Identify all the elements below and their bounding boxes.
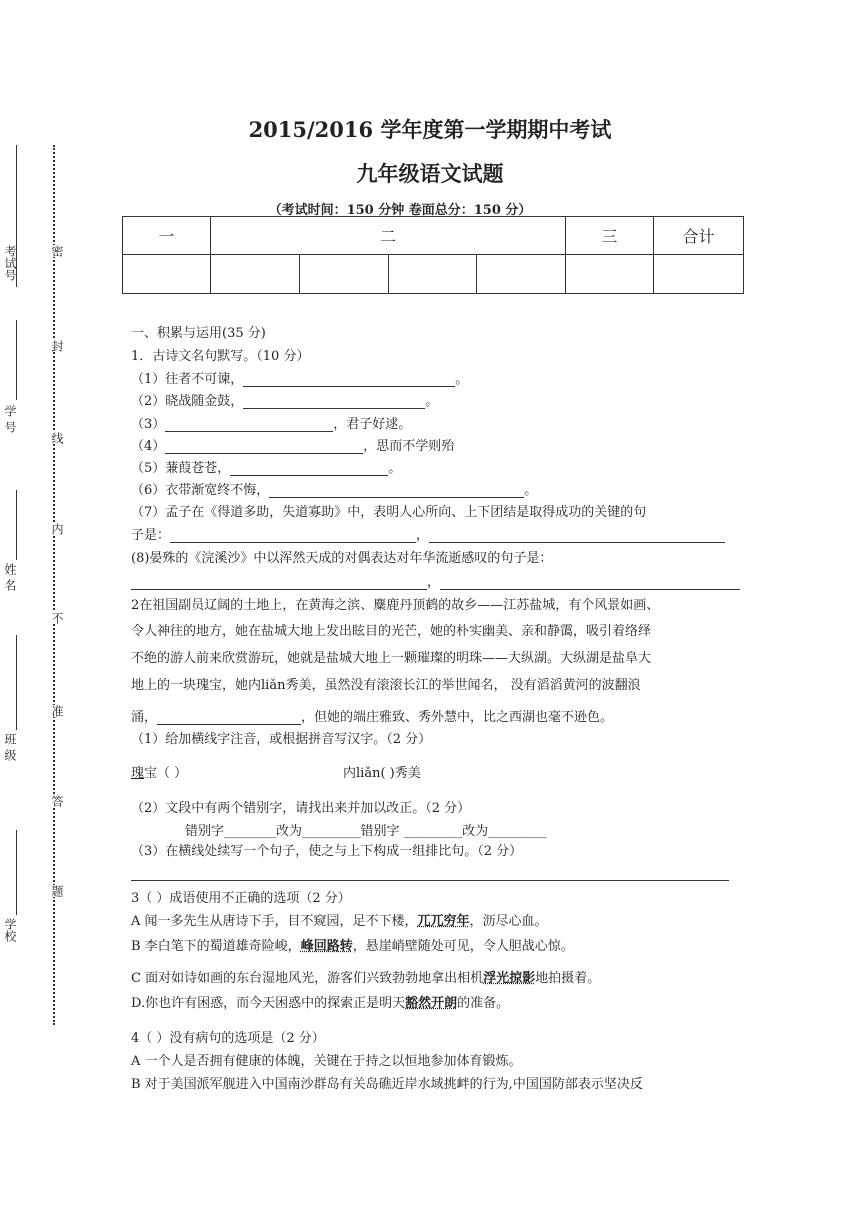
score-cell[interactable] [654, 255, 744, 294]
question-4-option-b: B 对于美国派军舰进入中国南沙群岛有关岛礁近岸水域挑衅的行为,中国国防部表示坚决反 [131, 1077, 643, 1092]
answer-blank[interactable] [230, 461, 388, 476]
exam-title: 2015/2016 学年度第一学期期中考试 [248, 117, 612, 142]
seal-char: 封 [50, 340, 64, 352]
margin-blank-line [16, 490, 17, 560]
answer-line[interactable] [131, 880, 729, 881]
passage-line: 不绝的游人前来欣赏游玩，她就是盐城大地上一颗璀璨的明珠——大纵湖。大纵湖是盐阜大 [131, 651, 652, 666]
answer-blank[interactable] [429, 528, 725, 543]
question-2-sub-1-answer-b: 内liǎn( )秀美 [343, 766, 421, 781]
question-4-intro: 4（ ）没有病句的选项是（2 分） [131, 1031, 325, 1046]
question-1-item-8-answer: ， [131, 571, 740, 590]
score-header-1: 一 [123, 217, 211, 255]
question-2-sub-2: （2）文段中有两个错别字，请找出来并加以改正。（2 分） [131, 801, 471, 816]
score-table [122, 216, 744, 294]
seal-char: 线 [50, 432, 64, 444]
seal-char: 密 [50, 245, 64, 257]
passage-line: 令人神往的地方，她在盐城大地上发出眩目的光芒，她的朴实幽美、亲和静霭，吸引着络绎 [131, 624, 652, 639]
question-1-item: （2）晓战随金鼓， 。 [131, 394, 439, 409]
question-3-option-d: D.你也许有困惑，而今天困惑中的探索正是明天豁然开朗的准备。 [131, 996, 510, 1011]
seal-char: 题 [50, 885, 64, 897]
class-label: 班 级 [3, 733, 17, 761]
question-3-option-a: A 闻一多先生从唐诗下手，目不窥园，足不下楼，兀兀穷年，沥尽心血。 [131, 914, 548, 929]
question-3-option-c: C 面对如诗如画的东台湿地风光，游客们兴致勃勃地拿出相机浮光掠影地拍摄着。 [131, 971, 601, 986]
question-1-item-7-answer: 子是： ， [131, 524, 725, 543]
name-label: 姓 名 [3, 563, 17, 591]
student-number-label: 学 号 [3, 405, 17, 433]
question-1-item: （6）衣带渐宽终不悔， 。 [131, 483, 538, 498]
answer-blank[interactable] [243, 372, 455, 387]
question-1-item: （5）蒹葭苍苍， 。 [131, 461, 402, 476]
score-header-3: 三 [566, 217, 654, 255]
margin-blank-line [16, 830, 17, 915]
exam-number-label: 考试号 [3, 245, 17, 281]
exam-info: （考试时间：150 分钟 卷面总分：150 分） [268, 203, 532, 218]
margin-blank-line [16, 635, 17, 730]
question-1-item-8-text: (8)晏殊的《浣溪沙》中以浑然天成的对偶表达对年华流逝感叹的句子是： [131, 551, 553, 566]
score-cell[interactable] [300, 255, 389, 294]
seal-char: 准 [50, 705, 64, 717]
question-1-item: （4） ，思而不学则殆 [131, 439, 455, 454]
question-3-option-b: B 李白笔下的蜀道雄奇险峻，峰回路转，悬崖峭壁随处可见，令人胆战心惊。 [131, 939, 574, 954]
score-cell[interactable] [211, 255, 300, 294]
question-1-item: （3） ，君子好逑。 [131, 417, 412, 432]
question-4-option-a: A 一个人是否拥有健康的体魄，关键在于持之以恒地参加体育锻炼。 [131, 1054, 522, 1069]
answer-blank[interactable] [170, 528, 416, 543]
answer-blank[interactable] [269, 483, 524, 498]
question-2-sub-1: （1）给加横线字注音，或根据拼音写汉字。（2 分） [131, 732, 432, 747]
answer-blank[interactable] [165, 417, 333, 432]
answer-blank[interactable] [165, 439, 363, 454]
score-cell[interactable] [123, 255, 211, 294]
answer-blank[interactable] [440, 575, 740, 590]
question-1-item: （1）往者不可谏， 。 [131, 372, 469, 387]
seal-char: 内 [50, 523, 64, 535]
passage-line: 地上的一块瑰宝，她内liǎn秀美，虽然没有滚滚长江的举世闻名， 没有滔滔黄河的波翻浪 [131, 678, 641, 693]
answer-blank[interactable] [243, 394, 425, 409]
exam-subject-title: 九年级语文试题 [356, 161, 504, 186]
seal-char: 不 [50, 612, 64, 624]
question-2-sub-3: （3）在横线处续写一个句子，使之与上下构成一组排比句。（2 分） [131, 844, 523, 859]
score-header-total: 合计 [654, 217, 744, 255]
question-1-intro: 1．古诗文名句默写。（10 分） [131, 349, 310, 364]
question-2-sub-2-answer[interactable]: 错别字________改为_________错别字 _________改为_________ [185, 824, 547, 839]
score-cell[interactable] [566, 255, 654, 294]
question-1-item-7-text: （7）孟子在《得道多助，失道寡助》中，表明人心所向、上下团结是取得成功的关键的句 [131, 505, 647, 520]
question-3-intro: 3（ ）成语使用不正确的选项（2 分） [131, 891, 351, 906]
section-heading: 一、积累与运用(35 分) [131, 326, 266, 341]
passage-line-with-blank: 涌， ，但她的端庄雅致、秀外慧中，比之西湖也毫不逊色。 [131, 710, 614, 725]
score-cell[interactable] [389, 255, 477, 294]
margin-blank-line [16, 320, 17, 400]
question-2-sub-1-answer-a: 瑰宝（ ） [131, 766, 188, 781]
answer-blank[interactable] [157, 710, 301, 725]
school-label: 学校 [3, 918, 17, 942]
seal-char: 答 [50, 795, 64, 807]
score-cell[interactable] [477, 255, 566, 294]
passage-line: 2在祖国副员辽阔的土地上，在黄海之滨、麋鹿丹顶鹤的故乡——江苏盐城，有个风景如画、 [131, 598, 660, 613]
answer-blank[interactable] [131, 575, 427, 590]
score-header-2: 二 [211, 217, 566, 255]
